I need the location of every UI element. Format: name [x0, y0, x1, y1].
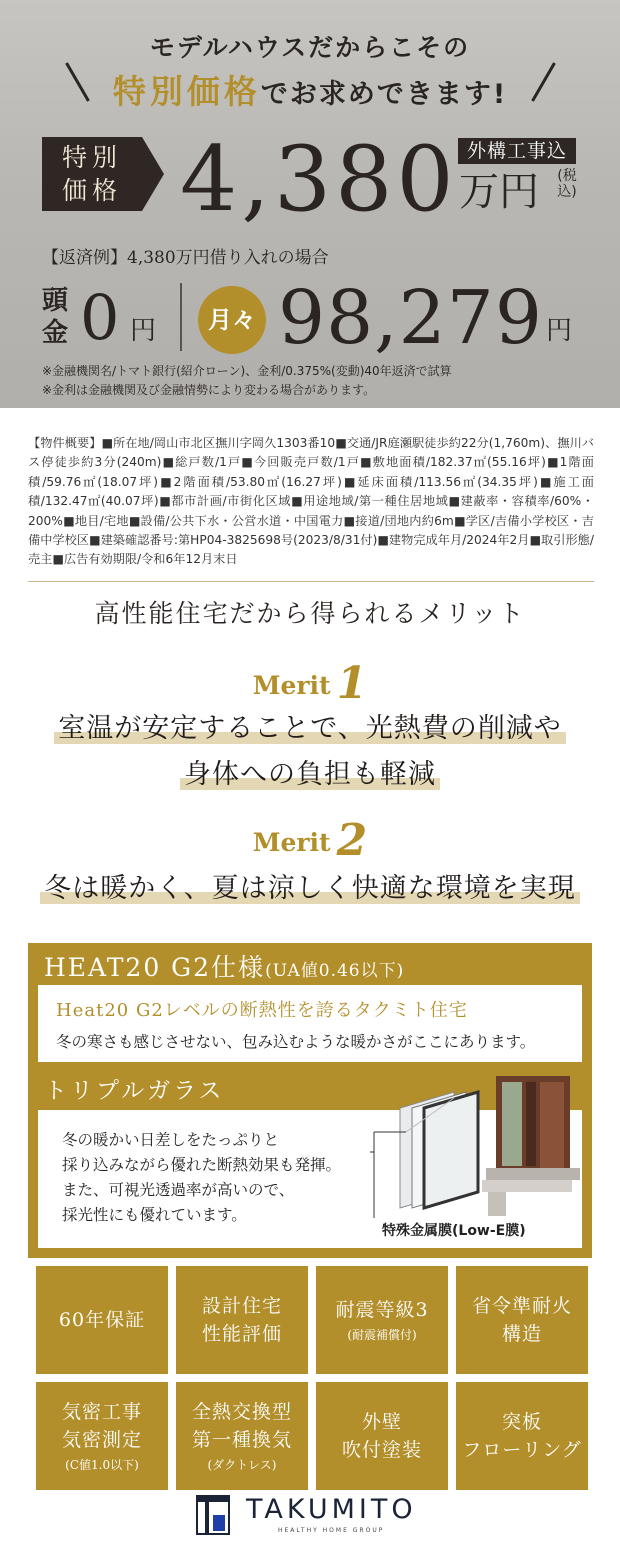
- triple-glass-title: トリプルガラス: [44, 1078, 225, 1104]
- glass-text-line-4: 採光性にも優れています。: [62, 1206, 247, 1224]
- loan-note-2: ※金利は金融機関及び金融情勢により変わる場合があります。: [42, 383, 376, 397]
- price-tax-note: (税込): [557, 168, 577, 200]
- merit-1-text-line-1: 室温が安定することで、光熱費の削減や: [0, 706, 620, 745]
- loan-note-1: ※金融機関名/トマト銀行(紹介ローン)、金利/0.375%(変動)40年返済で試算: [42, 364, 452, 378]
- triple-glass-illustration: [370, 1072, 580, 1224]
- feature-tile-seismic: [316, 1266, 448, 1374]
- feature-tile-airtight: [36, 1382, 168, 1490]
- hero-highlight: 特別価格: [112, 72, 261, 111]
- feature-subtitle: (耐震補償付): [347, 1328, 417, 1342]
- feature-title: 全熱交換型: [191, 1401, 292, 1423]
- merit-2-label: [0, 815, 620, 866]
- hero-headline-1: モデルハウスだからこその: [149, 33, 471, 62]
- price-tag-exterior: 外構工事込: [458, 138, 576, 164]
- feature-title: 省令準耐火: [471, 1295, 572, 1317]
- feature-title: 60年保証: [58, 1309, 146, 1331]
- badge-arrow: [142, 137, 164, 211]
- brand-name: TAKUMITO: [246, 1494, 417, 1525]
- special-price-badge: [42, 137, 142, 211]
- monthly-payment-value: 98,279: [278, 275, 543, 361]
- merit-2-number: 2: [336, 815, 368, 866]
- heat20-subtitle: Heat20 G2レベルの断熱性を誇るタクミト住宅: [56, 1000, 468, 1021]
- merit-1-text-line-2: 身体への負担も軽減: [0, 752, 620, 791]
- feature-tile-design-evaluation: [176, 1266, 308, 1374]
- downpayment-value: 0: [80, 281, 120, 354]
- price-value: 4,380: [180, 127, 458, 232]
- hero-headline-rest: でお求めできます!: [260, 79, 508, 110]
- price-unit: 万円: [459, 169, 539, 215]
- heat20-title: [44, 948, 404, 984]
- section-divider: [28, 581, 594, 582]
- badge-line-1: 特別: [61, 143, 122, 172]
- monthly-yen: 円: [546, 316, 573, 346]
- feature-subtitle: (C値1.0以下): [65, 1458, 139, 1472]
- takumito-logo-icon: [196, 1495, 230, 1535]
- brand-tagline: HEALTHY HOME GROUP: [278, 1527, 385, 1534]
- merits-heading: 高性能住宅だから得られるメリット: [94, 599, 526, 628]
- glass-text-line-3: また、可視光透過率が高いので、: [62, 1181, 295, 1199]
- merit-1-word: Merit: [252, 671, 331, 700]
- badge-line-2: 価格: [61, 176, 122, 205]
- merit-1-number: 1: [336, 658, 368, 709]
- feature-subtitle: (ダクトレス): [207, 1458, 277, 1472]
- feature-title-2: 構造: [501, 1323, 542, 1345]
- feature-title: 設計住宅: [201, 1295, 282, 1317]
- feature-title: 外壁: [361, 1411, 402, 1433]
- feature-title-2: 吹付塗装: [341, 1439, 422, 1461]
- feature-tile-exterior-wall: [316, 1382, 448, 1490]
- feature-title-2: 第一種換気: [191, 1429, 292, 1451]
- feature-tile-ventilation: [176, 1382, 308, 1490]
- hero-divider: [180, 283, 182, 351]
- merit-1-label: [0, 658, 620, 709]
- triple-glass-description: [62, 1128, 382, 1228]
- heat20-description: 冬の寒さも感じさせない、包み込むような暖かさがここにあります。: [56, 1033, 536, 1051]
- feature-title-2: フローリング: [462, 1439, 582, 1461]
- feature-title: 気密工事: [61, 1401, 142, 1423]
- glass-caption: 特殊金属膜(Low-E膜): [382, 1223, 526, 1239]
- monthly-label-circle: 月々: [198, 286, 266, 354]
- merit-2-word: Merit: [252, 828, 331, 857]
- glass-text-line-2: 採り込みながら優れた断熱効果も発揮。: [62, 1156, 342, 1174]
- feature-tile-fireproof: [456, 1266, 588, 1374]
- downpayment-label: 頭金: [42, 286, 69, 348]
- merit-2-text: 冬は暖かく、夏は涼しく快適な環境を実現: [0, 866, 620, 905]
- downpayment-yen: 円: [130, 316, 157, 346]
- feature-title: 耐震等級3: [335, 1299, 429, 1321]
- feature-tile-flooring: [456, 1382, 588, 1490]
- feature-title: 突板: [501, 1411, 542, 1433]
- heat20-title-sub: (UA値0.46以下): [265, 961, 405, 981]
- repayment-example: 【返済例】4,380万円借り入れの場合: [42, 248, 329, 268]
- glass-text-line-1: 冬の暖かい日差しをたっぷりと: [62, 1131, 280, 1149]
- feature-title-2: 性能評価: [201, 1323, 282, 1345]
- feature-tile-warranty: [36, 1266, 168, 1374]
- hero-headline-2: [0, 66, 620, 113]
- property-summary: 【物件概要】■所在地/岡山市北区撫川字岡久1303番10■交通/JR庭瀬駅徒歩約22分(1,760m)、撫川バス停徒歩約3分(240m)■総戸数/1戸■今回販売戸数/1戸■敷地面積/182.37㎡(55.16坪)■1階面積/59.76㎡(18.07坪)■2階面積/53.80㎡(16.27坪)■延床面積/113.56㎡(34.35坪)■施工面積/132.47㎡(40.07坪)■都市計画/市街化区域■用途地域/第一種住居地域■建蔽率・容積率/60%・200%■地目/宅地■設備/公共下水・公営水道・中国電力■接道/団地内約6m■学区/吉備小学校区・吉備中学校区■建築確認番号:第HP04-3825698号(2023/8/31付)■建物完成年月/2024年2月■取引形態/売主■広告有効期限/令和6年12月末日: [28, 436, 594, 567]
- heat20-title-main: HEAT20 G2仕様: [44, 953, 266, 982]
- feature-title-2: 気密測定: [61, 1429, 142, 1451]
